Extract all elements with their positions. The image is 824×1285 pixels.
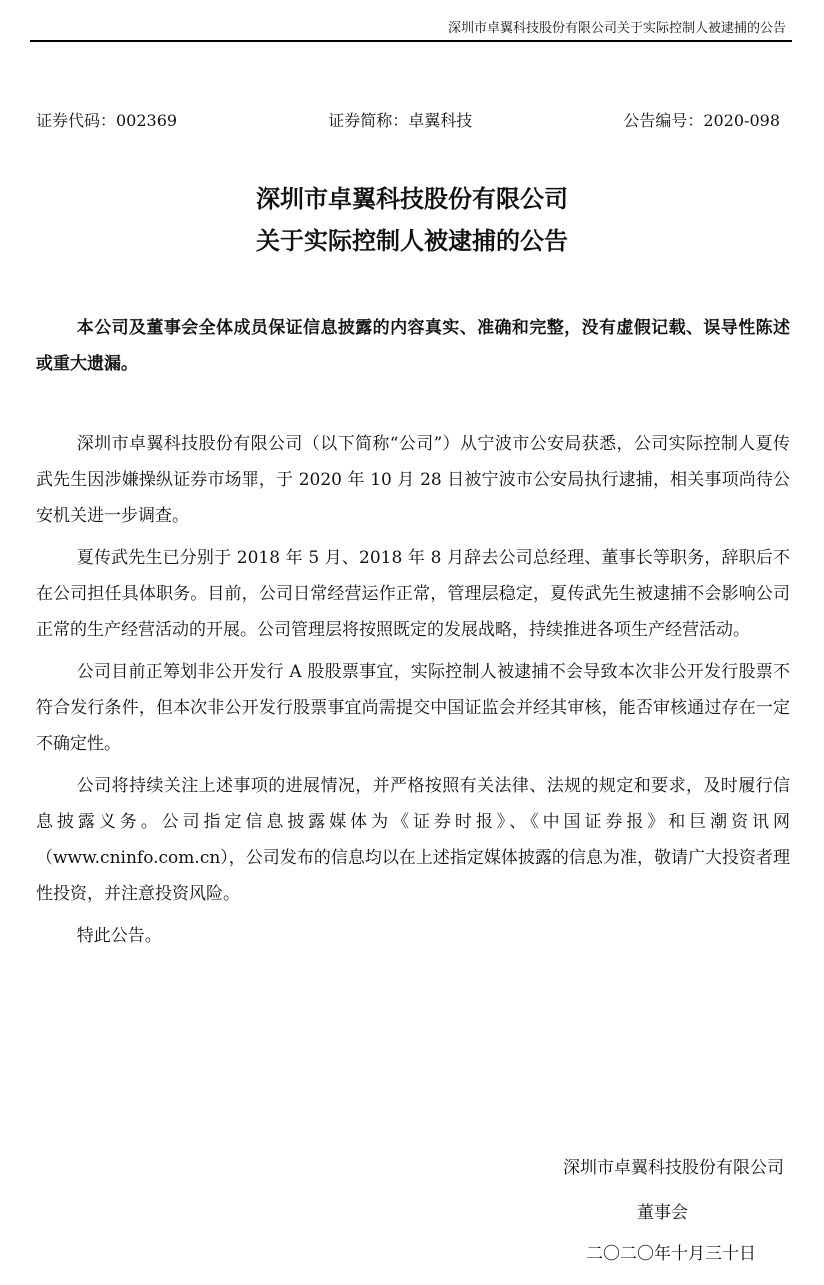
signature-company: 深圳市卓翼科技股份有限公司 bbox=[563, 1158, 784, 1178]
signature-date: 二〇二〇年十月三十日 bbox=[586, 1244, 756, 1264]
signature-board: 董事会 bbox=[637, 1203, 688, 1223]
board-statement: 本公司及董事会全体成员保证信息披露的内容真实、准确和完整，没有虚假记载、误导性陈述或重大遗漏。 bbox=[36, 318, 790, 374]
running-header: 深圳市卓翼科技股份有限公司关于实际控制人被逮捕的公告 bbox=[447, 21, 786, 36]
meta-row bbox=[36, 110, 780, 132]
security-code: 证券代码：002369 bbox=[36, 111, 178, 130]
paragraph-closing: 特此公告。 bbox=[76, 926, 162, 946]
paragraph-arrest-notice: 深圳市卓翼科技股份有限公司（以下简称“公司”）从宁波市公安局获悉，公司实际控制人夏传武先生因涉嫌操纵证券市场罪，于 2020 年 10 月 28 日被宁波市公安局执行逮捕，相关事项尚待公安机关进一步调查。 bbox=[36, 434, 790, 526]
notice-number: 公告编号：2020-098 bbox=[623, 111, 780, 130]
security-short-name: 证券简称：卓翼科技 bbox=[328, 111, 473, 130]
paragraph-share-issuance: 公司目前正筹划非公开发行 A 股股票事宜，实际控制人被逮捕不会导致本次非公开发行股票不符合发行条件，但本次非公开发行股票事宜尚需提交中国证监会并经其审核，能否审核通过存在一定不确定性。 bbox=[36, 662, 790, 754]
document-body bbox=[36, 426, 790, 960]
header-rule bbox=[30, 40, 792, 42]
document-title-line-2: 关于实际控制人被逮捕的公告 bbox=[256, 227, 568, 255]
paragraph-resignation: 夏传武先生已分别于 2018 年 5 月、2018 年 8 月辞去公司总经理、董事长等职务，辞职后不在公司担任具体职务。目前，公司日常经营运作正常，管理层稳定，夏传武先生被逮捕不会影响公司正常的生产经营活动的开展。公司管理层将按照既定的发展战略，持续推进各项生产经营活动。 bbox=[36, 548, 790, 640]
document-title-line-1: 深圳市卓翼科技股份有限公司 bbox=[256, 185, 568, 213]
paragraph-disclosure: 公司将持续关注上述事项的进展情况，并严格按照有关法律、法规的规定和要求，及时履行信息披露义务。公司指定信息披露媒体为《证券时报》、《中国证券报》和巨潮资讯网（www.cninfo.com.cn），公司发布的信息均以在上述指定媒体披露的信息为准，敬请广大投资者理性投资，并注意投资风险。 bbox=[36, 776, 790, 904]
